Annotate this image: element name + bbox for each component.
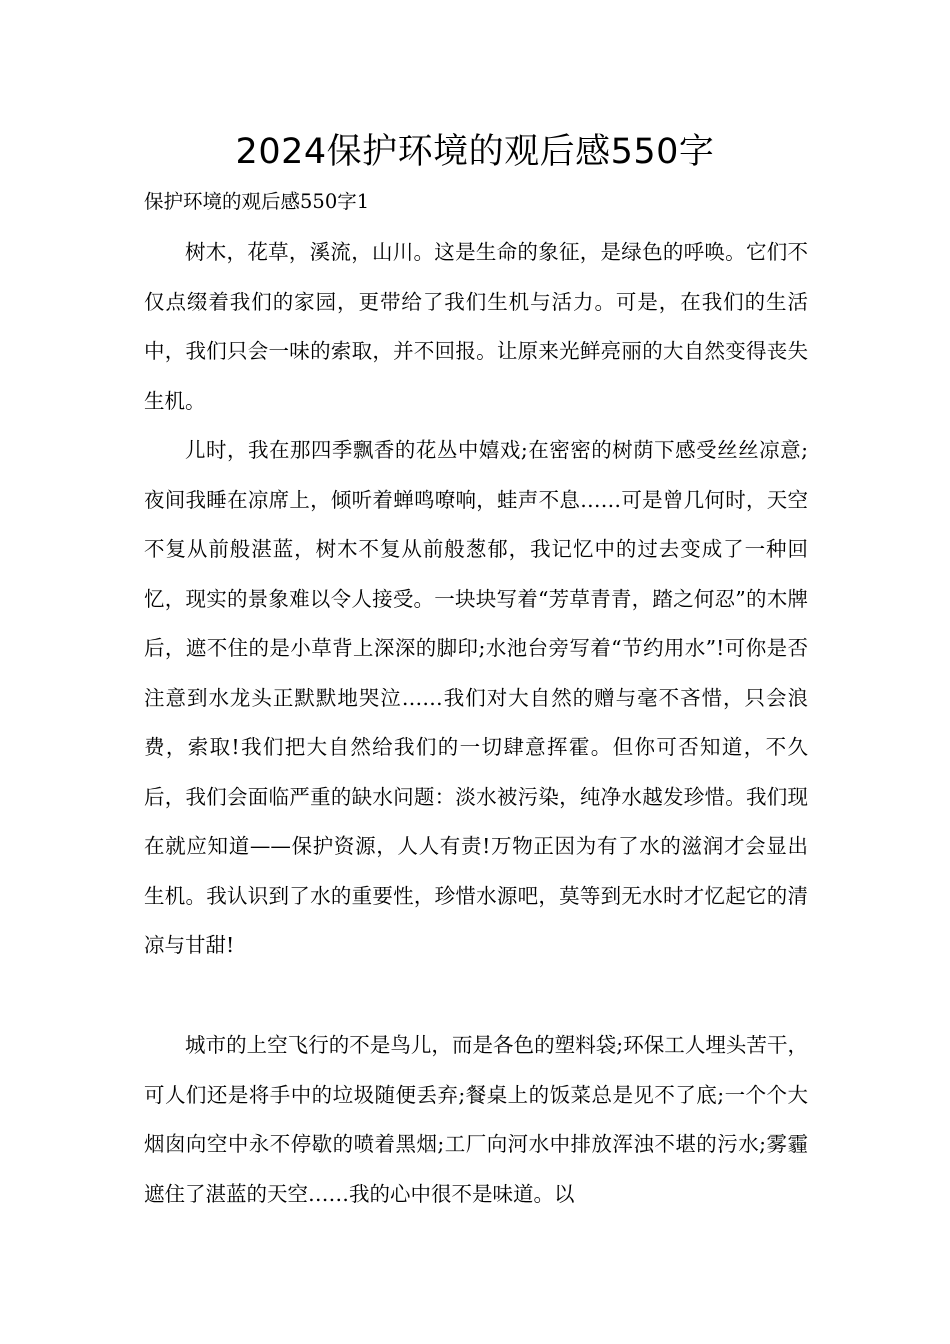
section-heading: 保护环境的观后感550字1 (144, 190, 370, 213)
paragraph-1: 树木，花草，溪流，山川。这是生命的象征，是绿色的呼唤。它们不仅点缀着我们的家园，更带给了我们生机与活力。可是，在我们的生活中，我们只会一味的索取，并不回报。让原来光鲜亮丽的大自然变得丧失生机。 (144, 240, 808, 413)
paragraph-3: 城市的上空飞行的不是鸟儿，而是各色的塑料袋;环保工人埋头苦干，可人们还是将手中的垃圾随便丢弃;餐桌上的饭菜总是见不了底;一个个大烟囱向空中永不停歇的喷着黑烟;工厂向河水中排放浑浊不堪的污水;雾霾遮住了湛蓝的天空……我的心中很不是味道。以 (144, 1033, 808, 1206)
document-title: 2024保护环境的观后感550字 (235, 132, 715, 172)
paragraph-2: 儿时，我在那四季飘香的花丛中嬉戏;在密密的树荫下感受丝丝凉意;夜间我睡在凉席上，倾听着蝉鸣嘹响，蛙声不息……可是曾几何时，天空不复从前般湛蓝，树木不复从前般葱郁，我记忆中的过去变成了一种回忆，现实的景象难以令人接受。一块块写着“芳草青青，踏之何忍”的木牌后，遮不住的是小草背上深深的脚印;水池台旁写着“节约用水”!可你是否注意到水龙头正默默地哭泣……我们对大自然的赠与毫不吝惜，只会浪费，索取!我们把大自然给我们的一切肆意挥霍。但你可否知道，不久后，我们会面临严重的缺水问题：淡水被污染，纯净水越发珍惜。我们现在就应知道——保护资源，人人有责!万物正因为有了水的滋润才会显出生机。我认识到了水的重要性，珍惜水源吧，莫等到无水时才忆起它的清凉与甘甜! (144, 438, 808, 957)
